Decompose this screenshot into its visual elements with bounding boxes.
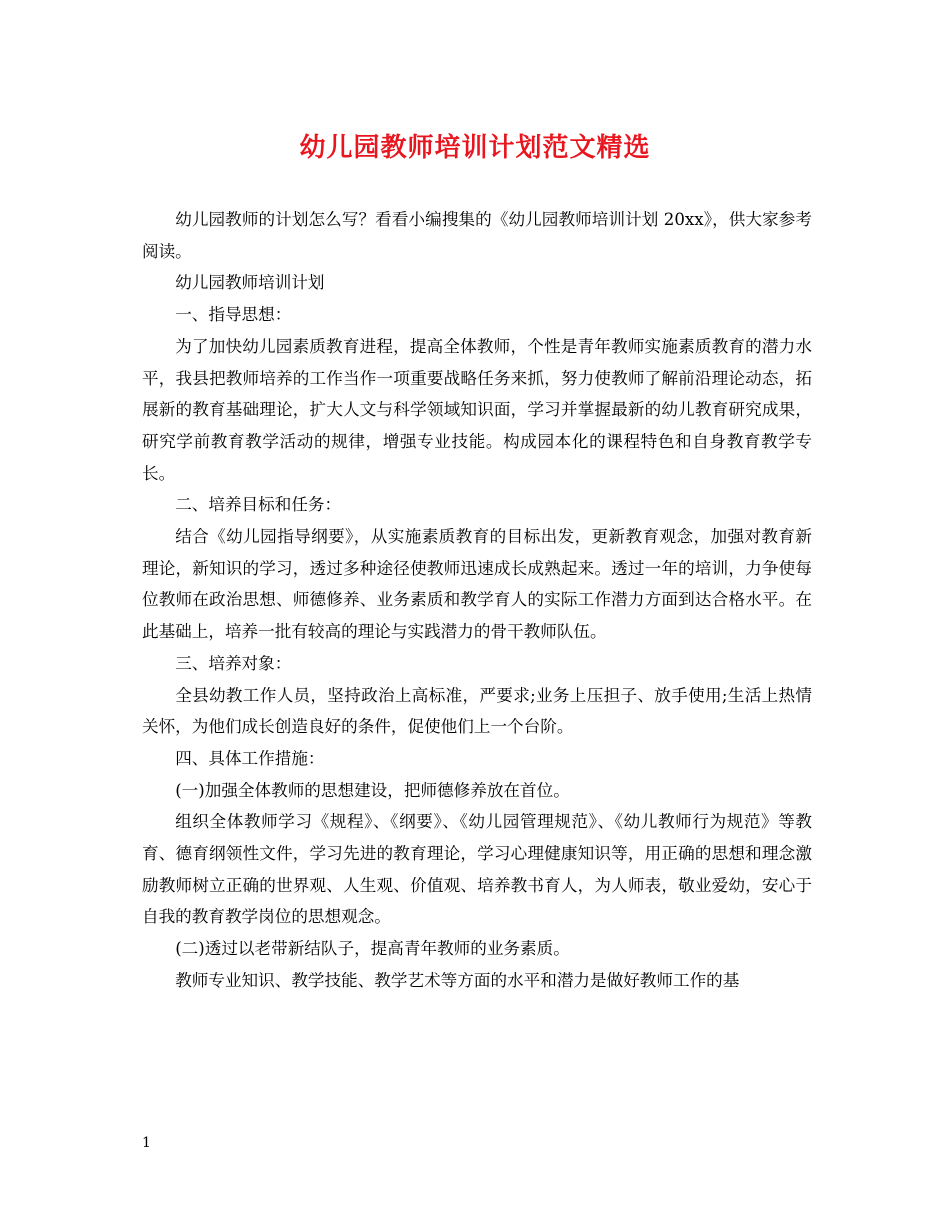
paragraph-plan-heading: 幼儿园教师培训计划 bbox=[175, 273, 325, 293]
subheading-measure-1: (一)加强全体教师的思想建设，把师德修养放在首位。 bbox=[175, 780, 570, 800]
paragraph-guiding-ideology: 为了加快幼儿园素质教育进程，提高全体教师，个性是青年教师实施素质教育的潜力水平，我县把教师培养的工作当作一项重要战略任务来抓，努力使教师了解前沿理论动态，拓展新的教育基础理论，扩大人文与科学领域知识面，学习并掌握最新的幼儿教育研究成果，研究学前教育教学活动的规律，增强专业技能。构成园本化的课程特色和自身教育教学专长。 bbox=[142, 336, 812, 483]
subheading-measure-2: (二)透过以老带新结队子，提高青年教师的业务素质。 bbox=[175, 939, 570, 959]
document-title: 幼儿园教师培训计划范文精选 bbox=[299, 133, 651, 163]
page-number: 1 bbox=[142, 1135, 151, 1151]
section-heading-guiding-ideology: 一、指导思想： bbox=[175, 305, 292, 325]
section-heading-measures: 四、具体工作措施： bbox=[175, 748, 325, 768]
document-body bbox=[142, 204, 812, 997]
paragraph-training-targets: 全县幼教工作人员，坚持政治上高标准，严要求;业务上压担子、放手使用;生活上热情关怀，为他们成长创造良好的条件，促使他们上一个台阶。 bbox=[142, 685, 812, 737]
paragraph-intro: 幼儿园教师的计划怎么写？看看小编搜集的《幼儿园教师培训计划 20xx》，供大家参考阅读。 bbox=[142, 210, 812, 261]
paragraph-measure-1: 组织全体教师学习《规程》、《纲要》、《幼儿园管理规范》、《幼儿教师行为规范》等教育、德育纲领性文件，学习先进的教育理论，学习心理健康知识等，用正确的思想和理念激励教师树立正确的世界观、人生观、价值观、培养教书育人，为人师表，敬业爱幼，安心于自我的教育教学岗位的思想观念。 bbox=[142, 812, 812, 927]
section-heading-goals-tasks: 二、培养目标和任务： bbox=[175, 495, 342, 515]
section-heading-training-targets: 三、培养对象： bbox=[175, 653, 292, 673]
paragraph-measure-2: 教师专业知识、教学技能、教学艺术等方面的水平和潜力是做好教师工作的基 bbox=[175, 970, 740, 990]
paragraph-goals-tasks: 结合《幼儿园指导纲要》，从实施素质教育的目标出发，更新教育观念，加强对教育新理论，新知识的学习，透过多种途径使教师迅速成长成熟起来。透过一年的培训，力争使每位教师在政治思想、师德修养、业务素质和教学育人的实际工作潜力方面到达合格水平。在此基础上，培养一批有较高的理论与实践潜力的骨干教师队伍。 bbox=[142, 527, 812, 642]
